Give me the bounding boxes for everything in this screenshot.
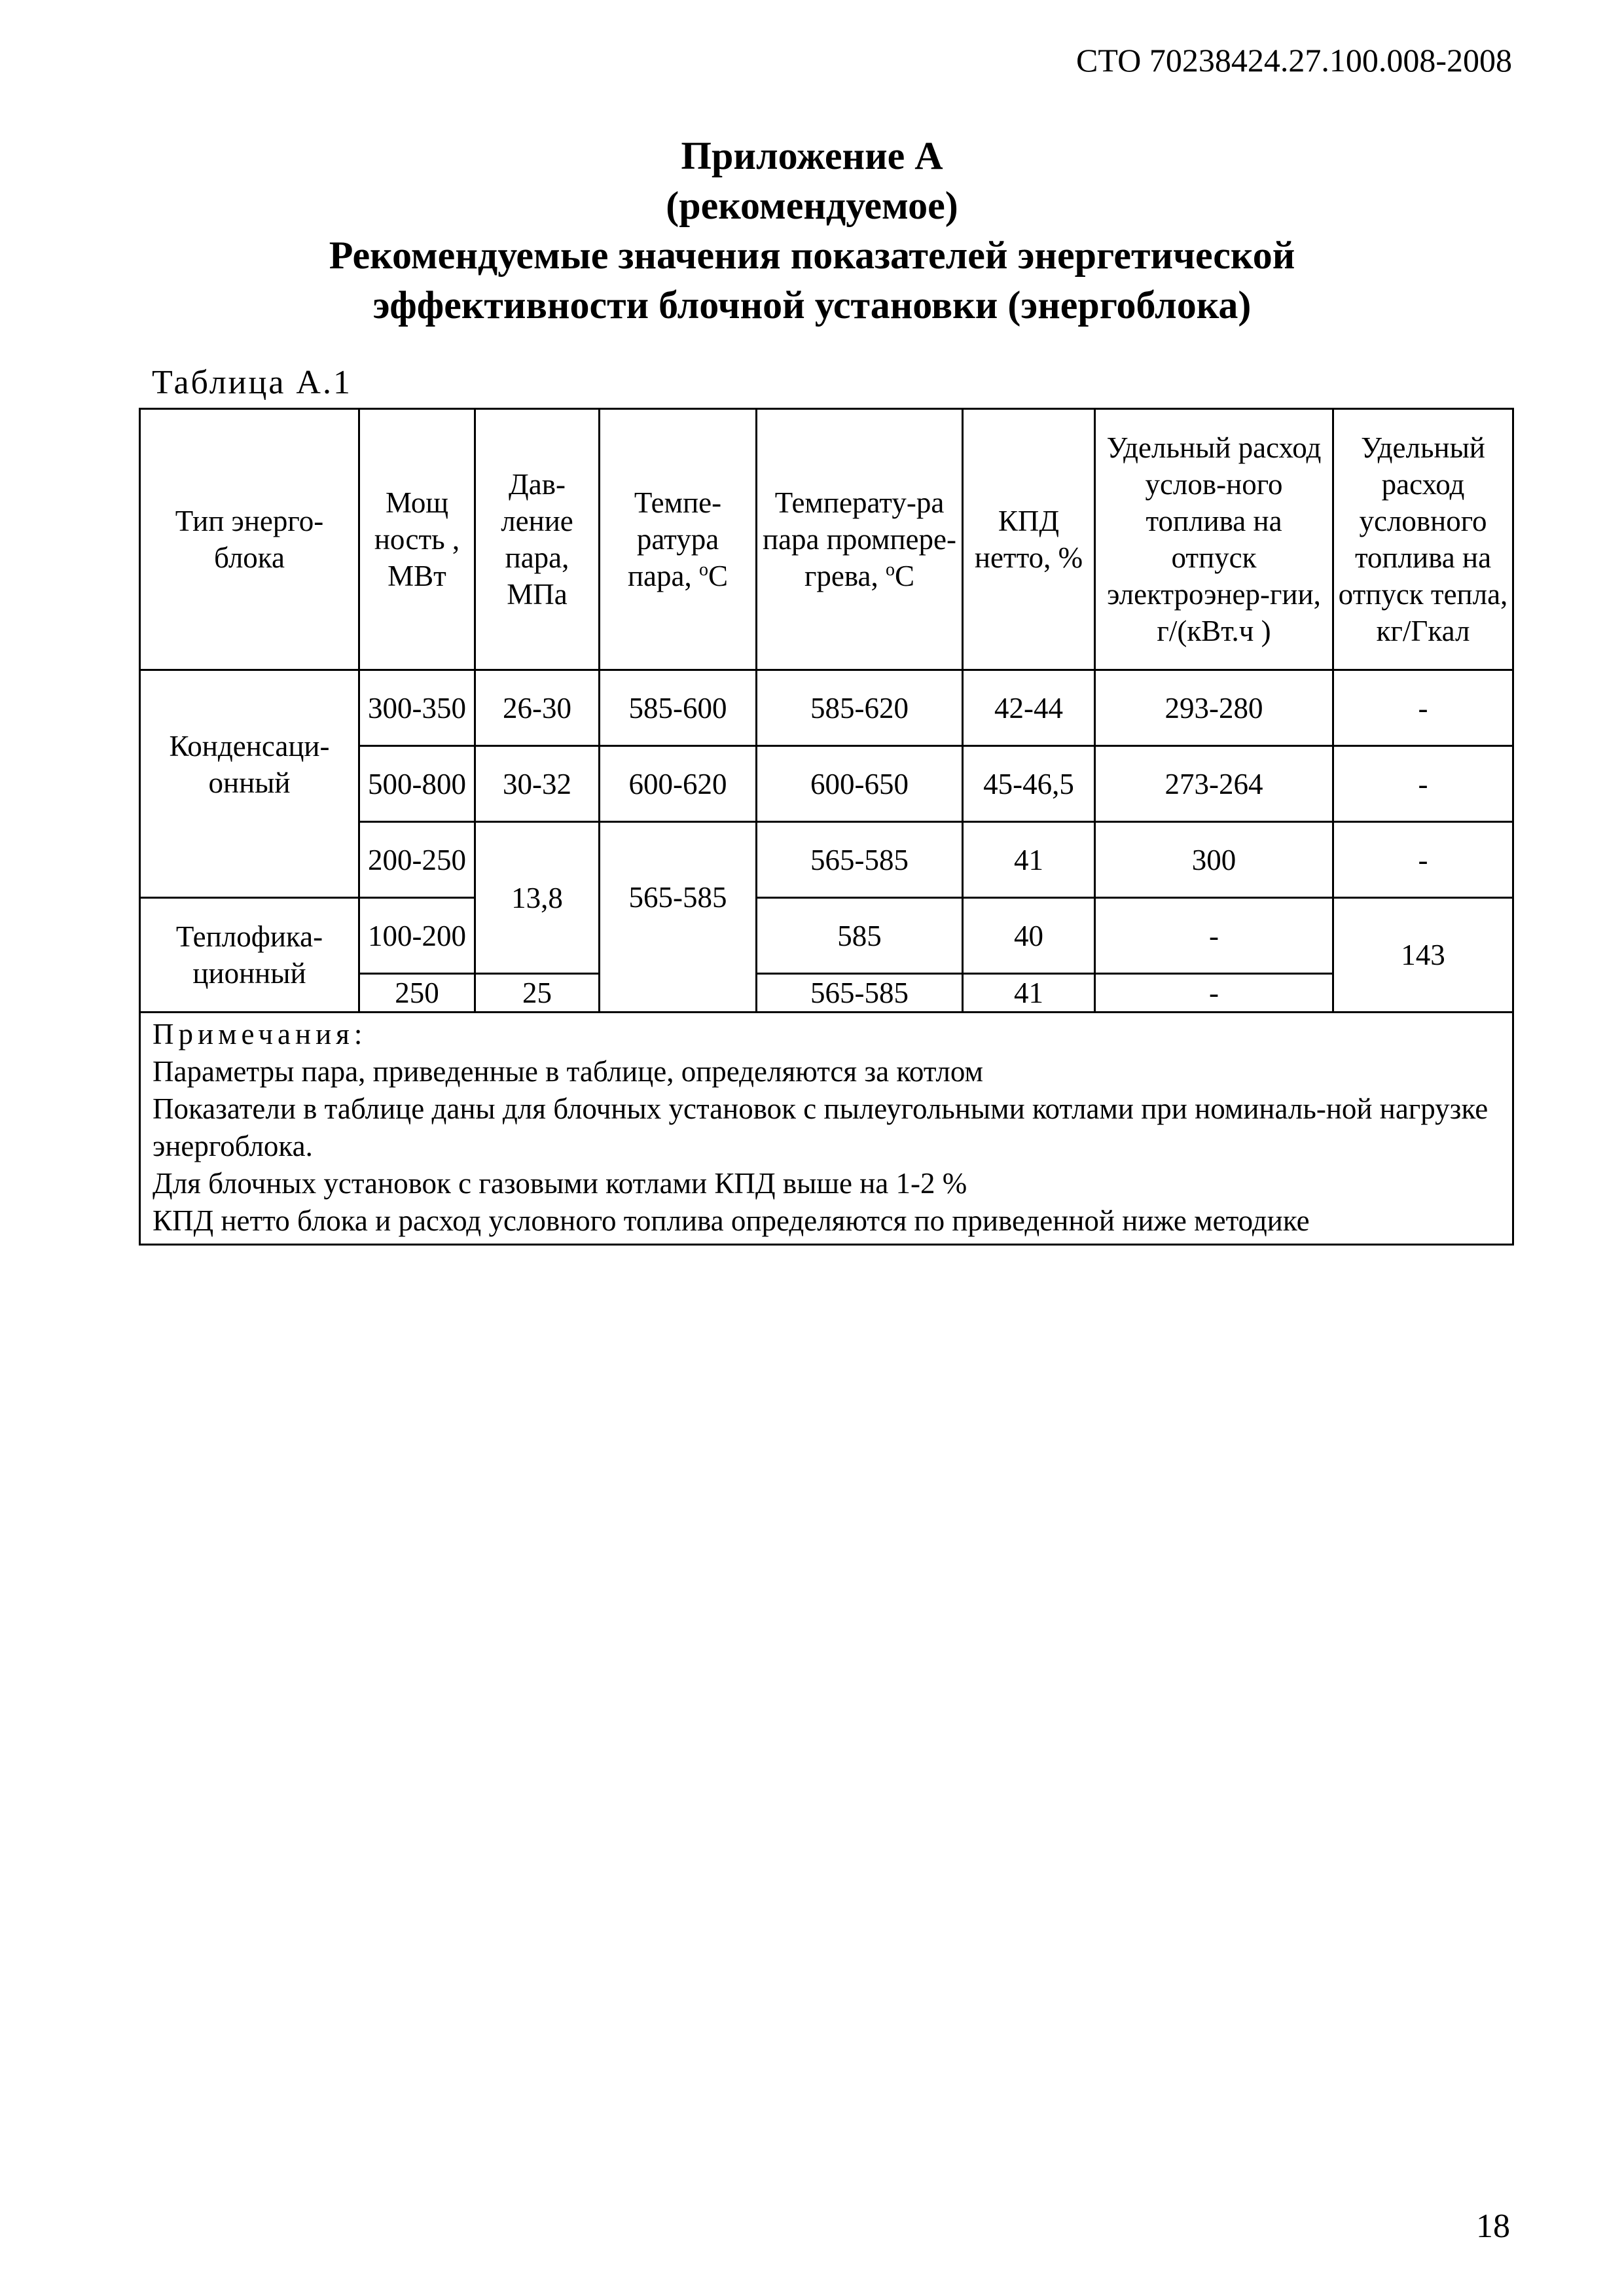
cell-fuel-heat: - bbox=[1333, 746, 1513, 822]
cell-reheat: 565-585 bbox=[757, 822, 963, 898]
header-steam-temperature: Темпе-ратура пара, $^o$С bbox=[600, 409, 757, 670]
table-row bbox=[140, 670, 1513, 746]
cell-efficiency: 42-44 bbox=[963, 670, 1095, 746]
cell-fuel-electricity: 293-280 bbox=[1095, 670, 1333, 746]
header-fuel-electricity: Удельный расход услов-ного топлива на отпуск электроэнер-гии, г/(кВт.ч ) bbox=[1095, 409, 1333, 670]
header-fuel-heat: Удельный расход условного топлива на отпуск тепла, кг/Гкал bbox=[1333, 409, 1513, 670]
cell-fuel-electricity: - bbox=[1095, 974, 1333, 1013]
cell-power: 500-800 bbox=[359, 746, 475, 822]
appendix-subtitle-line-2: эффективности блочной установки (энергоблока) bbox=[372, 283, 1252, 327]
header-reheat-temperature: Температу-ра пара промпере-грева, $^o$С bbox=[757, 409, 963, 670]
cell-fuel-electricity: 273-264 bbox=[1095, 746, 1333, 822]
group-heating: Теплофика-ционный bbox=[140, 898, 359, 1013]
appendix-heading bbox=[0, 131, 1624, 330]
page-number: 18 bbox=[1476, 2208, 1510, 2245]
table-notes bbox=[140, 1013, 1513, 1245]
cell-efficiency: 41 bbox=[963, 974, 1095, 1013]
cell-efficiency: 40 bbox=[963, 898, 1095, 974]
notes-row bbox=[140, 1013, 1513, 1245]
cell-pressure: 25 bbox=[475, 974, 600, 1013]
cell-fuel-heat: 143 bbox=[1333, 898, 1513, 1013]
note-item: Показатели в таблице даны для блочных установок с пылеугольными котлами при номиналь-ной нагрузке энергоблока. bbox=[153, 1092, 1489, 1162]
cell-efficiency: 45-46,5 bbox=[963, 746, 1095, 822]
note-item: КПД нетто блока и расход условного топлива определяются по приведенной ниже методике bbox=[153, 1204, 1310, 1237]
cell-reheat: 565-585 bbox=[757, 974, 963, 1013]
cell-pressure: 13,8 bbox=[475, 822, 600, 974]
cell-fuel-heat: - bbox=[1333, 670, 1513, 746]
cell-reheat: 585 bbox=[757, 898, 963, 974]
document-code: СТО 70238424.27.100.008-2008 bbox=[1076, 42, 1512, 79]
appendix-status: (рекомендуемое) bbox=[666, 184, 958, 227]
cell-fuel-electricity: 300 bbox=[1095, 822, 1333, 898]
table-caption: Таблица А.1 bbox=[152, 364, 352, 401]
cell-power: 200-250 bbox=[359, 822, 475, 898]
cell-pressure: 30-32 bbox=[475, 746, 600, 822]
cell-fuel-electricity: - bbox=[1095, 898, 1333, 974]
appendix-subtitle-line-1: Рекомендуемые значения показателей энергетической bbox=[329, 234, 1295, 277]
header-unit-type: Тип энерго-блока bbox=[140, 409, 359, 670]
energy-efficiency-table bbox=[139, 408, 1514, 1246]
notes-title: Примечания: bbox=[153, 1018, 367, 1050]
cell-temperature: 600-620 bbox=[600, 746, 757, 822]
cell-reheat: 600-650 bbox=[757, 746, 963, 822]
header-power: Мощ ность , МВт bbox=[359, 409, 475, 670]
note-item: Для блочных установок с газовыми котлами КПД выше на 1-2 % bbox=[153, 1167, 967, 1200]
header-pressure: Дав-ление пара, МПа bbox=[475, 409, 600, 670]
cell-reheat: 585-620 bbox=[757, 670, 963, 746]
cell-pressure: 26-30 bbox=[475, 670, 600, 746]
cell-temperature: 565-585 bbox=[600, 822, 757, 1013]
cell-fuel-heat: - bbox=[1333, 822, 1513, 898]
cell-power: 300-350 bbox=[359, 670, 475, 746]
table-header-row bbox=[140, 409, 1513, 670]
header-efficiency: КПД нетто, % bbox=[963, 409, 1095, 670]
table-row bbox=[140, 898, 1513, 974]
appendix-title: Приложение А bbox=[681, 134, 943, 177]
note-item: Параметры пара, приведенные в таблице, определяются за котлом bbox=[153, 1055, 983, 1088]
group-condensing: Конденсаци-онный bbox=[140, 670, 359, 898]
cell-efficiency: 41 bbox=[963, 822, 1095, 898]
cell-power: 100-200 bbox=[359, 898, 475, 974]
cell-power: 250 bbox=[359, 974, 475, 1013]
cell-temperature: 585-600 bbox=[600, 670, 757, 746]
